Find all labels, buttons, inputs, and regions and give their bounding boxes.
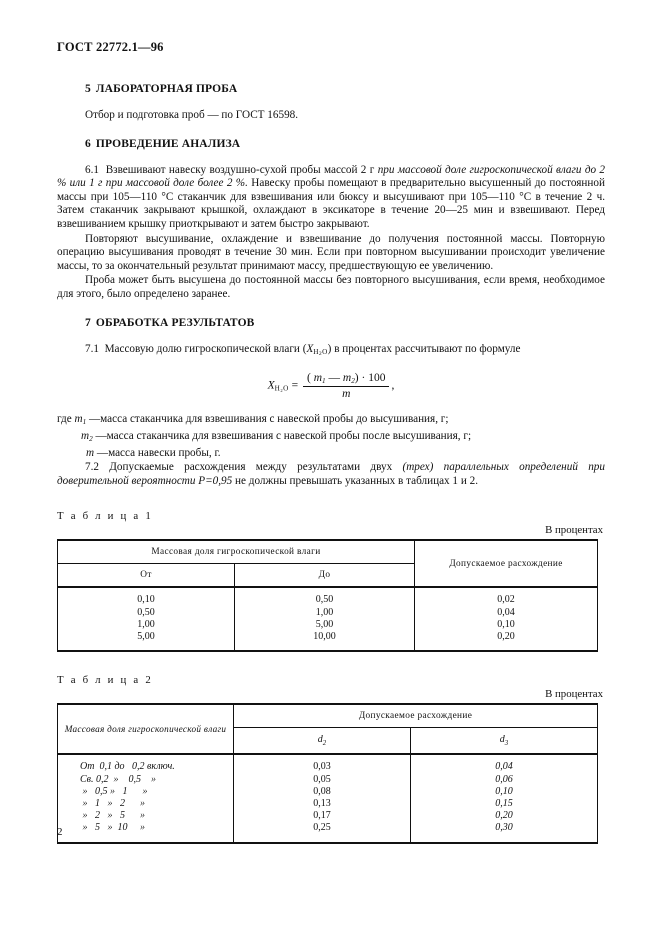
table-2-range-values bbox=[58, 754, 234, 842]
table-1-tolerance-values bbox=[415, 587, 598, 651]
standard-number-header: ГОСТ 22772.1—96 bbox=[57, 40, 164, 54]
table-1-cell-tol-1: 0,04 bbox=[497, 606, 515, 618]
table-2-d2-subscript: 2 bbox=[322, 740, 327, 748]
paragraph-7-2-label: 7.2 bbox=[85, 461, 99, 474]
table-2-caption-word: Т а б л и ц а bbox=[57, 674, 141, 687]
formula-m1: m bbox=[313, 372, 323, 385]
table-2-d2-values-list bbox=[234, 755, 410, 841]
section-heading-6 bbox=[57, 138, 605, 150]
table-2-cell-range-0: От 0,1 до 0,2 включ. bbox=[80, 761, 175, 773]
variable-x-subscript bbox=[313, 348, 327, 356]
table-2-cell-d3-4: 0,20 bbox=[495, 810, 513, 822]
table-1-cell-tol-2: 0,10 bbox=[497, 618, 515, 630]
table-2-d3-values-list bbox=[411, 755, 597, 841]
where-dash-m1: — bbox=[88, 413, 101, 426]
paragraph-6-2: Повторяют высушивание, охлаждение и взвешивание до получения постоянной массы. Повторную операцию высушивания проводят в течение 30 мин. Если при повторном высушивании происходит увеличение массы, то за окончательный результат принимают массу, предшествующую ее увеличению. bbox=[57, 232, 605, 272]
table-2-cell-d3-1: 0,06 bbox=[495, 773, 513, 785]
paragraph-7-2-text-b: не должны превышать указанных в таблицах 1 и 2. bbox=[232, 474, 478, 487]
table-1 bbox=[57, 539, 598, 652]
table-1-cell-from-3: 5,00 bbox=[137, 631, 155, 643]
table-2-cell-range-3: » 1 » 2 » bbox=[80, 797, 145, 809]
table-2-d3-values bbox=[411, 754, 598, 842]
paragraph-7-2-italic: (трех) параллельных определений при доверительной вероятности Р=0,95 bbox=[57, 461, 605, 487]
table-2-units: В процентах bbox=[545, 688, 603, 701]
table-2-caption-number: 2 bbox=[145, 674, 151, 687]
table-2-cell-d3-0: 0,04 bbox=[495, 761, 513, 773]
table-2-d3-header bbox=[411, 728, 598, 755]
where-text-m2: масса стаканчика для взвешивания с навеской пробы после высушивания, г; bbox=[106, 430, 472, 443]
table-2-cell-range-1: Св. 0,2 » 0,5 » bbox=[80, 773, 157, 785]
where-text-m: масса навески пробы, г. bbox=[108, 447, 221, 460]
section-5-number: 5 bbox=[85, 83, 91, 95]
table-1-cell-to-3: 10,00 bbox=[313, 631, 336, 643]
table-2-range-header bbox=[58, 704, 234, 754]
table-2-group-header bbox=[234, 704, 598, 728]
table-2-d3-subscript: 3 bbox=[504, 740, 509, 748]
table-1-group-header-label: Массовая доля гигроскопической влаги bbox=[151, 547, 321, 558]
paragraph-7-1-text-b: ) в процентах рассчитывают по формуле bbox=[327, 342, 521, 355]
table-2-cell-d2-5: 0,25 bbox=[313, 822, 331, 834]
table-2-cell-d3-2: 0,10 bbox=[495, 785, 513, 797]
paragraph-7-2 bbox=[57, 461, 605, 488]
where-var-m2-subscript: 2 bbox=[89, 435, 93, 444]
formula-denominator: m bbox=[342, 388, 351, 401]
table-1-caption-number: 1 bbox=[145, 510, 151, 523]
formula-m1-subscript: 1 bbox=[322, 377, 326, 386]
paren-close: ) bbox=[354, 372, 359, 385]
where-row-m bbox=[57, 446, 605, 460]
table-1-tolerance-header bbox=[415, 540, 598, 587]
formula-dot: · bbox=[361, 372, 366, 385]
section-heading-7 bbox=[57, 317, 605, 329]
table-1-to-header bbox=[235, 564, 415, 588]
where-definitions bbox=[57, 412, 605, 460]
section-7-number: 7 bbox=[85, 316, 91, 329]
table-2-cell-d3-3: 0,15 bbox=[495, 797, 513, 809]
formula-m2-subscript: 2 bbox=[351, 377, 355, 386]
table-1-cell-tol-0: 0,02 bbox=[497, 594, 515, 606]
subscript-h: H bbox=[313, 347, 319, 356]
table-2-cell-range-5: » 5 » 10 » bbox=[80, 822, 145, 834]
where-var-m: m bbox=[86, 447, 95, 460]
formula-hundred: 100 bbox=[368, 372, 386, 385]
formula-lhs-subscript: H₂O bbox=[274, 384, 289, 393]
table-1-body-row bbox=[58, 587, 598, 651]
table-2-d2-values bbox=[234, 754, 411, 842]
moisture-formula bbox=[268, 372, 395, 400]
table-2-d3-symbol: d bbox=[499, 734, 505, 746]
table-2-group-header-label: Допускаемое расхождение bbox=[358, 711, 473, 722]
table-1-from-values bbox=[58, 587, 235, 651]
where-row-m2 bbox=[57, 429, 605, 446]
paragraph-6-1-italic: при массовой доле гигроскопической влаги до 2 % или 1 г при массовой доле более 2 %. bbox=[57, 163, 606, 190]
formula-fraction bbox=[303, 372, 389, 400]
paragraph-6-1-label: 6.1 bbox=[85, 163, 99, 176]
table-2-cell-d2-2: 0,08 bbox=[313, 785, 331, 797]
table-2-block bbox=[57, 674, 605, 843]
paragraph-7-1 bbox=[57, 343, 605, 362]
section-6-number: 6 bbox=[85, 137, 91, 150]
page-content bbox=[57, 40, 605, 844]
table-2-d3-header-label bbox=[411, 728, 597, 753]
table-2-cell-range-4: » 2 » 5 » bbox=[80, 810, 145, 822]
where-dash-m: — bbox=[96, 447, 109, 460]
table-1-caption-word: Т а б л и ц а bbox=[57, 510, 141, 523]
formula-numerator bbox=[303, 372, 389, 387]
table-1-tolerance-header-label: Допускаемое расхождение bbox=[449, 558, 563, 569]
formula-trailing-comma: , bbox=[391, 379, 395, 392]
table-1-to-header-label: До bbox=[318, 570, 331, 581]
section-7-title: ОБРАБОТКА РЕЗУЛЬТАТОВ bbox=[95, 316, 255, 329]
table-1-from-header bbox=[58, 564, 235, 588]
formula-minus: — bbox=[328, 372, 341, 385]
paragraph-6-1-text-b: Навеску пробы помещают в предварительно высушенный до постоянной массы при 105—110 °С стаканчик для взвешивания или бюксу и высушивают при 105—110 °С в течение 2 ч. Затем стаканчик закрывают крышкой, охлаждают в эксикаторе в течение 20—25 мин и взвешивают. Перед взвешиванием крышку приоткрывают и затем быстро закрывают. bbox=[57, 177, 605, 230]
paragraph-6-1 bbox=[57, 164, 605, 232]
table-1-cell-to-2: 5,00 bbox=[315, 618, 334, 630]
page-number: 2 bbox=[57, 826, 63, 838]
table-2 bbox=[57, 703, 598, 843]
table-2-body-row bbox=[58, 754, 598, 842]
paragraph-5-1: Отбор и подготовка проб — по ГОСТ 16598. bbox=[85, 109, 299, 121]
section-6-title: ПРОВЕДЕНИЕ АНАЛИЗА bbox=[95, 137, 241, 150]
formula-equals: = bbox=[291, 379, 299, 392]
where-text-m1: масса стаканчика для взвешивания с навеской пробы до высушивания, г; bbox=[100, 413, 449, 426]
table-1-to-values-list bbox=[235, 588, 414, 650]
where-dash-m2: — bbox=[95, 430, 107, 443]
table-1-tolerance-values-list bbox=[415, 588, 597, 650]
paren-open: ( bbox=[307, 372, 314, 385]
formula-lhs-variable: X bbox=[267, 379, 275, 392]
table-1-from-header-label: От bbox=[140, 570, 152, 581]
table-1-cell-from-0: 0,10 bbox=[137, 594, 155, 606]
table-2-cell-range-2: » 0,5 » 1 » bbox=[80, 785, 148, 797]
table-2-d2-header bbox=[234, 728, 411, 755]
variable-x: X bbox=[306, 342, 314, 355]
table-2-range-values-list bbox=[58, 755, 233, 841]
formula-block bbox=[57, 372, 605, 400]
formula-m2: m bbox=[342, 372, 352, 385]
paragraph-7-2-text-a: Допускаемые расхождения между результатами двух bbox=[109, 461, 403, 474]
table-1-header-row-1 bbox=[58, 540, 598, 564]
table-1-cell-to-0: 0,50 bbox=[315, 594, 334, 606]
where-row-m1 bbox=[57, 412, 605, 429]
table-2-cell-d2-0: 0,03 bbox=[313, 761, 331, 773]
table-1-cell-from-1: 0,50 bbox=[137, 606, 155, 618]
paragraph-6-1-text-a: Взвешивают навеску воздушно-сухой пробы массой 2 г bbox=[105, 163, 378, 176]
paragraph-7-1-label: 7.1 bbox=[85, 342, 99, 355]
where-var-m2: m bbox=[81, 430, 90, 443]
subscript-o: O bbox=[322, 347, 328, 356]
table-1-cell-from-2: 1,00 bbox=[137, 618, 155, 630]
where-var-m1: m bbox=[74, 413, 83, 426]
subscript-2: 2 bbox=[318, 350, 323, 357]
table-1-to-values bbox=[235, 587, 415, 651]
where-var-m1-subscript: 1 bbox=[82, 418, 87, 427]
table-1-from-values-list bbox=[58, 588, 234, 650]
table-2-header-row-1 bbox=[58, 704, 598, 728]
table-2-cell-d2-4: 0,17 bbox=[313, 810, 331, 822]
table-1-group-header bbox=[58, 540, 415, 564]
table-2-d2-header-label bbox=[234, 728, 410, 753]
table-2-cell-d2-3: 0,13 bbox=[313, 797, 331, 809]
table-2-cell-d3-5: 0,30 bbox=[495, 822, 513, 834]
table-2-cell-d2-1: 0,05 bbox=[313, 773, 331, 785]
table-1-cell-tol-3: 0,20 bbox=[497, 631, 515, 643]
table-2-range-header-label: Массовая доля гигроскопической влаги bbox=[64, 724, 227, 735]
section-5-title: ЛАБОРАТОРНАЯ ПРОБА bbox=[95, 83, 238, 95]
section-heading-5 bbox=[57, 83, 605, 95]
table-1-caption bbox=[57, 510, 605, 522]
where-intro: где bbox=[57, 413, 72, 426]
paragraph-7-1-text-a: Массовую долю гигроскопической влаги ( bbox=[104, 342, 307, 355]
table-2-caption bbox=[57, 674, 605, 686]
table-2-d2-symbol: d bbox=[317, 734, 323, 746]
table-1-cell-to-1: 1,00 bbox=[315, 606, 334, 618]
table-1-units: В процентах bbox=[545, 524, 603, 537]
table-1-block bbox=[57, 510, 605, 652]
paragraph-6-3: Проба может быть высушена до постоянной массы без повторного высушивания, если время, необходимое для этого, было определено заранее. bbox=[57, 274, 605, 300]
